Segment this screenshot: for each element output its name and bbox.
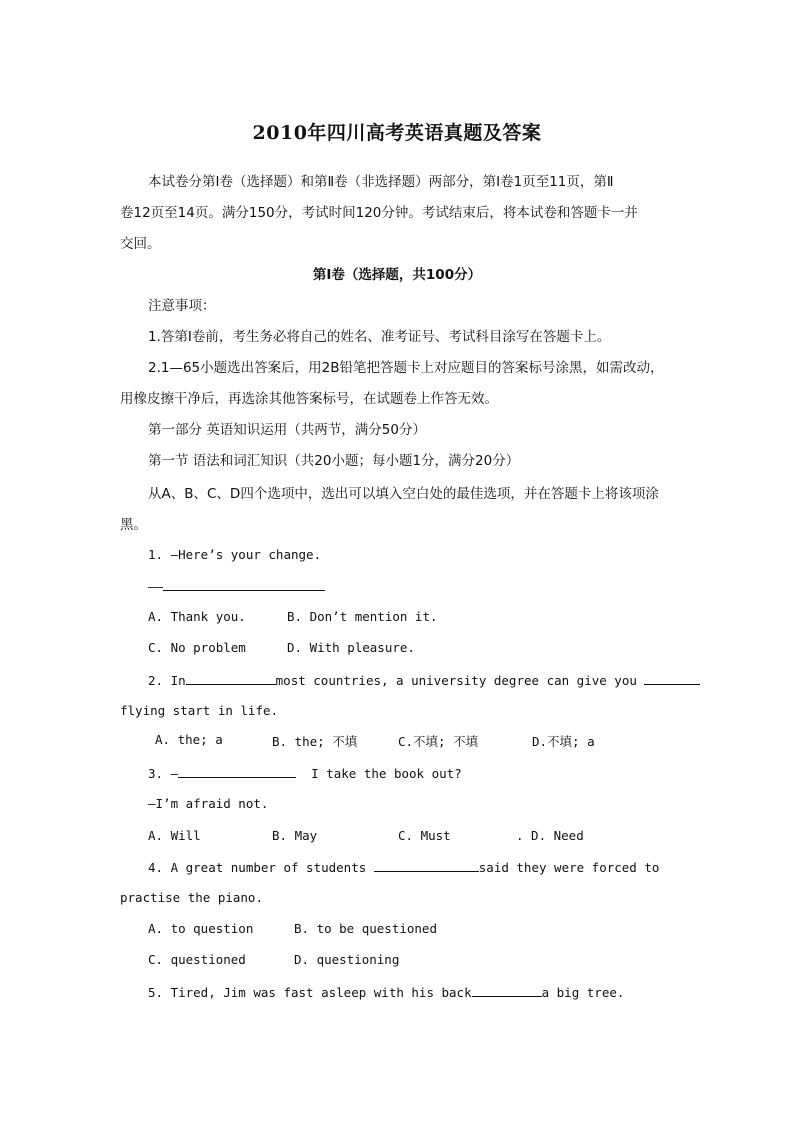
instructions-line-1: 从A、B、C、D四个选项中，选出可以填入空白处的最佳选项，并在答题卡上将该项涂 bbox=[148, 486, 659, 502]
intro-line-2: 卷12页至14页。满分150分，考试时间120分钟。考试结束后，将本试卷和答题卡一并 bbox=[120, 205, 638, 221]
question-3-stem bbox=[148, 765, 708, 781]
question-1-option-a[interactable]: A. Thank you. bbox=[148, 609, 246, 624]
instructions-line-2: 黑。 bbox=[120, 517, 147, 533]
question-3-prefix: 3. — bbox=[148, 766, 179, 781]
intro-line-1: 本试卷分第Ⅰ卷（选择题）和第Ⅱ卷（非选择题）两部分，第Ⅰ卷1页至11页，第Ⅱ bbox=[148, 174, 614, 190]
question-3-option-a[interactable]: A. Will bbox=[148, 828, 201, 843]
question-2-blank-2[interactable] bbox=[644, 672, 700, 685]
notes-item-2-line-1: 2.1—65小题选出答案后，用2B铅笔把答题卡上对应题目的答案标号涂黑，如需改动， bbox=[148, 360, 664, 376]
question-2-option-b[interactable]: B. the; 不填 bbox=[272, 734, 358, 749]
question-5-stem bbox=[148, 984, 708, 1000]
notes-item-2-line-2: 用橡皮擦干净后，再选涂其他答案标号，在试题卷上作答无效。 bbox=[120, 391, 498, 407]
question-2-stem bbox=[148, 672, 708, 688]
question-4-prefix: 4. A great number of students bbox=[148, 860, 367, 875]
question-1-answer-blank[interactable] bbox=[163, 578, 325, 591]
part-1-heading: 第一部分 英语知识运用（共两节，满分50分） bbox=[148, 422, 426, 438]
question-2-option-a[interactable]: A. the; a bbox=[155, 732, 223, 747]
question-3-suffix: I take the book out? bbox=[311, 766, 462, 781]
question-2-option-c[interactable]: C.不填; 不填 bbox=[398, 734, 479, 749]
question-5-suffix: a big tree. bbox=[541, 985, 625, 1000]
question-3-option-d[interactable]: . D. Need bbox=[516, 828, 584, 843]
section-heading: 第Ⅰ卷（选择题，共100分） bbox=[312, 267, 482, 283]
notes-item-1: 1.答第Ⅰ卷前，考生务必将自己的姓名、准考证号、考试科目涂写在答题卡上。 bbox=[148, 329, 611, 345]
question-1-option-c[interactable]: C. No problem bbox=[148, 640, 246, 655]
question-4-line-2: practise the piano. bbox=[120, 890, 263, 905]
question-3-reply: —I’m afraid not. bbox=[148, 796, 269, 811]
question-1-reply-dash: —— bbox=[148, 579, 164, 594]
question-4-blank[interactable] bbox=[374, 859, 479, 872]
question-1-option-d[interactable]: D. With pleasure. bbox=[287, 640, 415, 655]
question-4-option-a[interactable]: A. to question bbox=[148, 921, 254, 936]
question-4-suffix: said they were forced to bbox=[478, 860, 660, 875]
intro-line-3: 交回。 bbox=[120, 236, 161, 252]
question-2-mid: most countries, a university degree can give you bbox=[275, 673, 637, 688]
question-5-prefix: 5. Tired, Jim was fast asleep with his back bbox=[148, 985, 472, 1000]
question-4-stem bbox=[148, 859, 708, 875]
question-5-blank[interactable] bbox=[472, 984, 542, 997]
question-1-option-b[interactable]: B. Don’t mention it. bbox=[287, 609, 438, 624]
section-1-heading: 第一节 语法和词汇知识（共20小题；每小题1分，满分20分） bbox=[148, 453, 520, 469]
question-2-option-d[interactable]: D.不填; a bbox=[532, 734, 595, 749]
question-2-blank-1[interactable] bbox=[186, 672, 276, 685]
notes-heading: 注意事项： bbox=[148, 298, 216, 314]
page-title: 2010年四川高考英语真题及答案 bbox=[252, 122, 542, 144]
question-4-option-b[interactable]: B. to be questioned bbox=[294, 921, 437, 936]
question-1-stem: 1. —Here’s your change. bbox=[148, 547, 322, 562]
question-3-option-b[interactable]: B. May bbox=[272, 828, 318, 843]
question-4-option-c[interactable]: C. questioned bbox=[148, 952, 246, 967]
question-4-option-d[interactable]: D. questioning bbox=[294, 952, 400, 967]
question-3-option-c[interactable]: C. Must bbox=[398, 828, 451, 843]
question-2-line-2: flying start in life. bbox=[120, 703, 279, 718]
question-3-blank[interactable] bbox=[178, 765, 296, 778]
question-2-prefix: 2. In bbox=[148, 673, 186, 688]
question-1-reply bbox=[148, 578, 708, 594]
